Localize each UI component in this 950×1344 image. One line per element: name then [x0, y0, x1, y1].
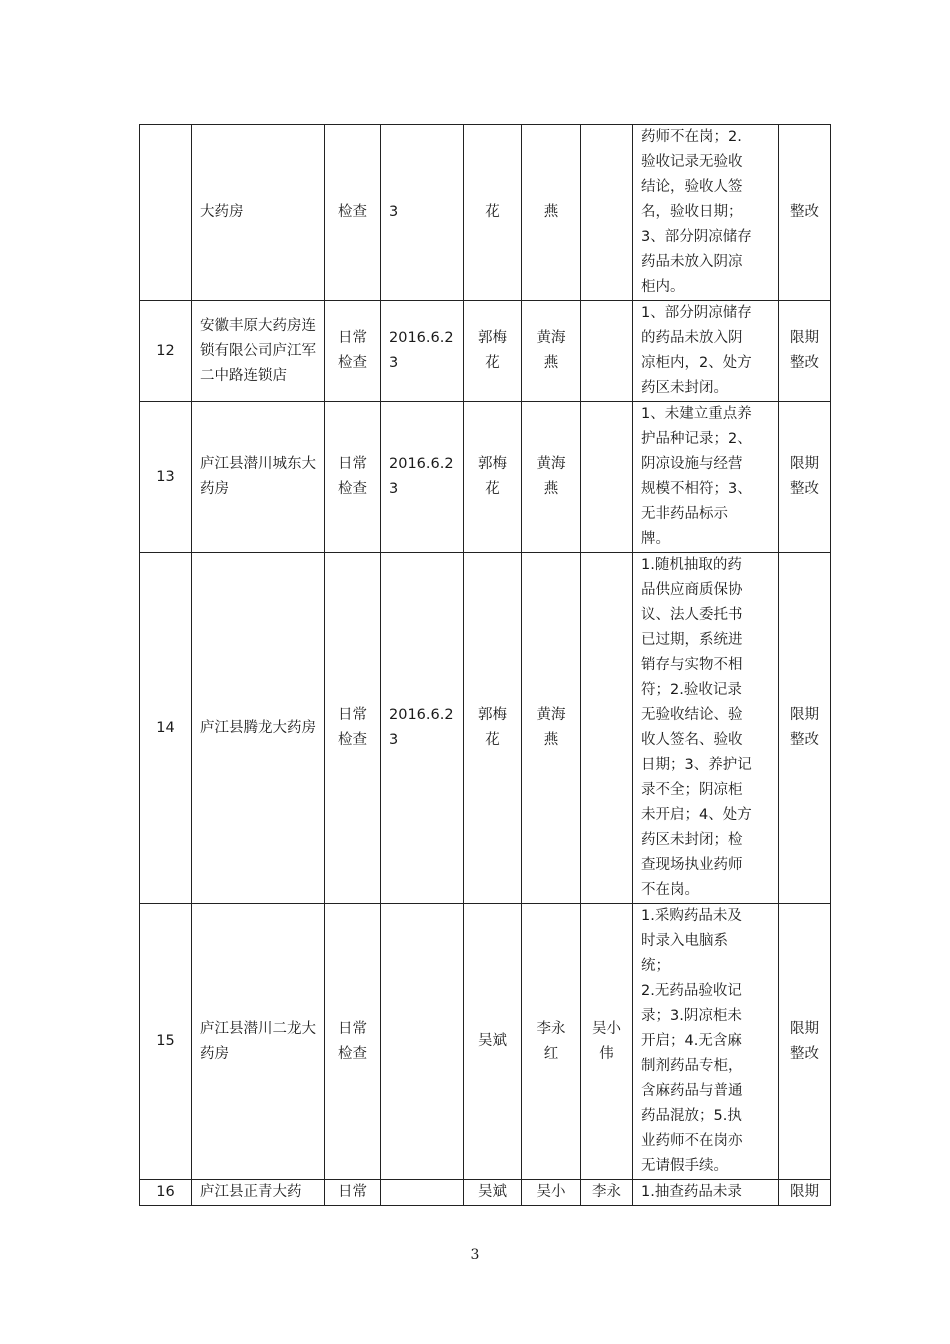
row-number: 16 — [140, 1180, 192, 1206]
inspector-3 — [581, 125, 633, 301]
table-row — [140, 904, 831, 1180]
store-name: 庐江县腾龙大药房 — [192, 553, 325, 904]
row-number: 13 — [140, 402, 192, 553]
problems-found: 1.抽查药品未录 — [633, 1180, 779, 1206]
inspection-type: 日常检查 — [325, 553, 381, 904]
table-row — [140, 301, 831, 402]
row-number: 12 — [140, 301, 192, 402]
inspector-1: 郭梅花 — [464, 301, 522, 402]
inspection-date: 2016.6.23 — [381, 301, 464, 402]
inspection-type: 日常检查 — [325, 402, 381, 553]
inspector-3 — [581, 402, 633, 553]
inspector-2: 吴小 — [522, 1180, 581, 1206]
handling-result: 整改 — [779, 125, 831, 301]
inspection-table — [139, 124, 831, 1206]
problems-found: 1、部分阴凉储存 的药品未放入阴 凉柜内，2、处方 药区未封闭。 — [633, 301, 779, 402]
table-row — [140, 553, 831, 904]
store-name: 庐江县正青大药 — [192, 1180, 325, 1206]
inspection-type: 日常检查 — [325, 904, 381, 1180]
inspection-type: 日常 — [325, 1180, 381, 1206]
handling-result: 限期整改 — [779, 553, 831, 904]
inspector-2: 燕 — [522, 125, 581, 301]
inspection-date: 2016.6.23 — [381, 553, 464, 904]
inspector-1: 郭梅花 — [464, 402, 522, 553]
row-number: 15 — [140, 904, 192, 1180]
store-name: 安徽丰原大药房连锁有限公司庐江军二中路连锁店 — [192, 301, 325, 402]
handling-result: 限期整改 — [779, 402, 831, 553]
inspector-1: 郭梅花 — [464, 553, 522, 904]
inspector-2: 黄海燕 — [522, 553, 581, 904]
inspector-2: 黄海燕 — [522, 301, 581, 402]
store-name: 庐江县潜川城东大药房 — [192, 402, 325, 553]
handling-result: 限期整改 — [779, 301, 831, 402]
inspector-3: 李永 — [581, 1180, 633, 1206]
inspection-date — [381, 1180, 464, 1206]
inspector-1: 花 — [464, 125, 522, 301]
row-number — [140, 125, 192, 301]
inspection-type: 检查 — [325, 125, 381, 301]
inspector-2: 李永红 — [522, 904, 581, 1180]
handling-result: 限期 — [779, 1180, 831, 1206]
inspection-date — [381, 904, 464, 1180]
inspection-date: 2016.6.23 — [381, 402, 464, 553]
inspector-1: 吴斌 — [464, 904, 522, 1180]
inspection-date: 3 — [381, 125, 464, 301]
problems-found: 1、未建立重点养 护品种记录；2、 阴凉设施与经营 规模不相符；3、 无非药品标示 牌。 — [633, 402, 779, 553]
table-row — [140, 1180, 831, 1206]
inspection-type: 日常检查 — [325, 301, 381, 402]
table-row — [140, 402, 831, 553]
problems-found: 药师不在岗；2. 验收记录无验收 结论，验收人签 名，验收日期； 3、部分阴凉储存 药品未放入阴凉 柜内。 — [633, 125, 779, 301]
inspector-2: 黄海燕 — [522, 402, 581, 553]
inspector-3 — [581, 553, 633, 904]
store-name: 庐江县潜川二龙大药房 — [192, 904, 325, 1180]
row-number: 14 — [140, 553, 192, 904]
store-name: 大药房 — [192, 125, 325, 301]
inspector-1: 吴斌 — [464, 1180, 522, 1206]
table-row — [140, 125, 831, 301]
inspector-3: 吴小伟 — [581, 904, 633, 1180]
inspector-3 — [581, 301, 633, 402]
problems-found: 1.随机抽取的药 品供应商质保协 议、法人委托书 已过期，系统进 销存与实物不相 符；2.验收记录 无验收结论、验 收人签名、验收 日期；3、养护记 录不全；阴凉柜 未开启；4、处方 药区未封闭；检 查现场执业药师 不在岗。 — [633, 553, 779, 904]
page-number: 3 — [470, 1247, 480, 1263]
handling-result: 限期整改 — [779, 904, 831, 1180]
problems-found: 1.采购药品未及 时录入电脑系 统； 2.无药品验收记 录；3.阴凉柜未 开启；4.无含麻 制剂药品专柜， 含麻药品与普通 药品混放；5.执 业药师不在岗亦 无请假手续。 — [633, 904, 779, 1180]
